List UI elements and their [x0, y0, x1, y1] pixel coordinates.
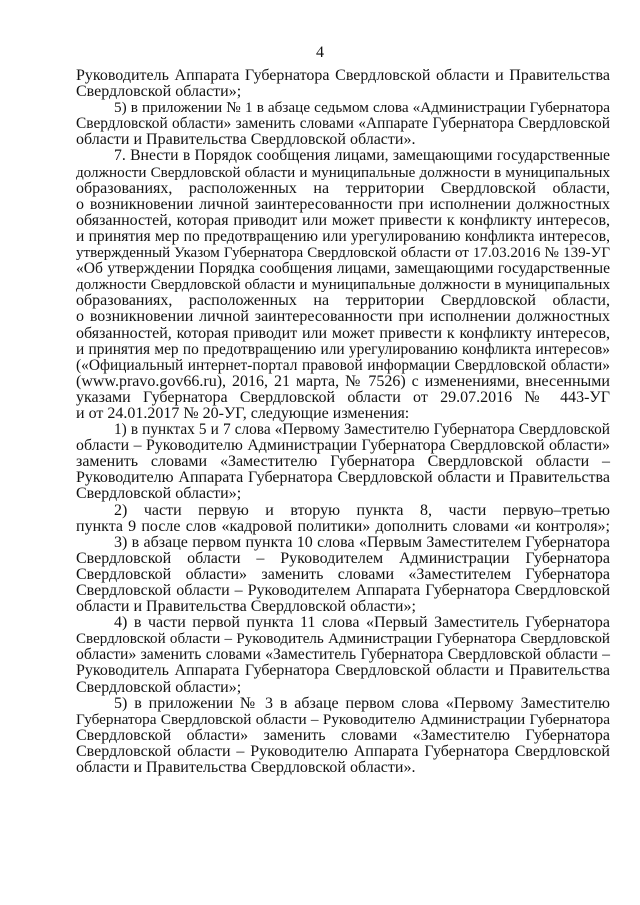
text-line: Свердловской области» заменить словами «Заместителю Губернатора	[76, 726, 610, 744]
text-line: 5) в приложении № 1 в абзаце седьмом слова «Администрации Губернатора	[114, 99, 610, 117]
text-line: 5) в приложении № 3 в абзаце первом слова «Первому Заместителю	[114, 694, 610, 712]
text-line: 3) в абзаце первом пункта 10 слова «Первым Заместителем Губернатора	[114, 533, 610, 551]
text-line: Свердловской области – Руководителем Администрации Губернатора	[76, 549, 610, 567]
text-line: Свердловской области»;	[76, 678, 242, 696]
text-line: должности Свердловской области и муниципальные должности в муниципальных	[76, 164, 610, 181]
text-line: области и Правительства Свердловской области»;	[76, 598, 416, 616]
text-line: области и Правительства Свердловской области».	[76, 131, 416, 149]
text-line: Руководитель Аппарата Губернатора Свердловской области и Правительства	[76, 662, 610, 680]
text-line: и принятия мер по предотвращению или урегулированию конфликта интересов»	[76, 340, 610, 358]
text-line: «Об утверждении Порядка сообщения лицами, замещающими государственные	[76, 260, 610, 278]
text-line: области» заменить словами «Заместитель Губернатора Свердловской области –	[76, 646, 610, 664]
text-line: Свердловской области – Руководителем Аппарата Губернатора Свердловской	[76, 582, 610, 599]
text-line: образованиях, расположенных на территории Свердловской области,	[76, 292, 610, 310]
text-line: Свердловской области» заменить словами «Аппарате Губернатора Свердловской	[76, 115, 610, 133]
document-body	[76, 68, 610, 776]
text-line: Руководитель Аппарата Губернатора Свердловской области и Правительства	[76, 67, 610, 84]
text-line: и от 24.01.2017 № 20-УГ, следующие изменения:	[76, 404, 410, 422]
text-line: о возникновении личной заинтересованности при исполнении должностных	[76, 308, 610, 326]
text-line: области и Правительства Свердловской области».	[76, 759, 416, 777]
text-line: 2) части первую и вторую пункта 8, части первую–третью	[114, 501, 610, 519]
text-line: заменить словами «Заместителю Губернатора Свердловской области –	[76, 453, 610, 471]
text-line: о возникновении личной заинтересованности при исполнении должностных	[76, 195, 610, 213]
text-line: Руководителю Аппарата Губернатора Свердловской области и Правительства	[76, 469, 610, 487]
text-line: Свердловской области – Руководителю Аппарата Губернатора Свердловской	[76, 742, 610, 760]
text-line: обязанностей, которая приводит или может привести к конфликту интересов,	[76, 211, 610, 229]
text-line: утвержденный Указом Губернатора Свердловской области от 17.03.2016 № 139-УГ	[76, 245, 610, 262]
text-line: указами Губернатора Свердловской области от 29.07.2016 № 443-УГ	[76, 388, 610, 406]
text-line: Свердловской области» заменить словами «Заместителем Губернатора	[76, 565, 610, 583]
text-line: Свердловской области – Руководитель Администрации Губернатора Свердловской	[76, 631, 610, 648]
text-line: Губернатора Свердловской области – Руководителю Администрации Губернатора	[76, 710, 610, 728]
text-line: обязанностей, которая приводит или может привести к конфликту интересов,	[76, 324, 610, 342]
text-line: (www.pravo.gov66.ru), 2016, 21 марта, № 7526) с изменениями, внесенными	[76, 372, 610, 390]
text-line: 1) в пунктах 5 и 7 слова «Первому Заместителю Губернатора Свердловской	[114, 421, 610, 439]
text-line: должности Свердловской области и муниципальные должности в муниципальных	[76, 277, 610, 294]
text-line: 7. Внести в Порядок сообщения лицами, замещающими государственные	[114, 147, 610, 165]
page-number: 4	[316, 44, 324, 61]
text-line: («Официальный интернет-портал правовой информации Свердловской области»	[76, 356, 610, 374]
text-line: Свердловской области»;	[76, 83, 242, 101]
text-line: области – Руководителю Администрации Губернатора Свердловской области»	[76, 437, 610, 455]
text-line: и принятия мер по предотвращению или урегулированию конфликта интересов,	[76, 227, 610, 245]
text-line: 4) в части первой пункта 11 слова «Первый Заместитель Губернатора	[114, 614, 610, 632]
text-line: образованиях, расположенных на территории Свердловской области,	[76, 179, 610, 197]
text-line: пункта 9 после слов «кадровой политики» дополнить словами «и контроля»;	[76, 517, 610, 535]
text-line: Свердловской области»;	[76, 485, 242, 503]
